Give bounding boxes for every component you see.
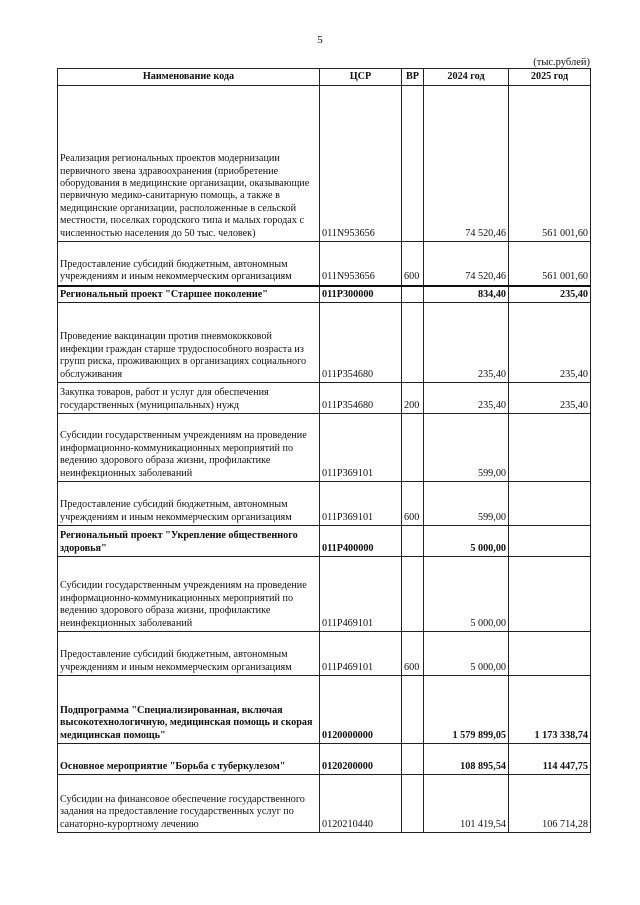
row-csr: 011P400000 [320, 526, 402, 557]
row-vr [402, 414, 424, 482]
row-2024: 101 419,54 [424, 775, 509, 833]
row-2024: 235,40 [424, 383, 509, 414]
row-2025: 235,40 [509, 286, 591, 303]
row-2025: 114 447,75 [509, 744, 591, 775]
row-name: Субсидии государственным учреждениям на проведение информационно-коммуникационных мероприятий по ведению здорового образа жизни, профилактике неинфекционных заболеваний [58, 557, 320, 632]
row-name: Региональный проект "Укрепление общественного здоровья" [58, 526, 320, 557]
row-2024: 235,40 [424, 303, 509, 383]
header-name: Наименование кода [58, 69, 320, 86]
row-2024: 108 895,54 [424, 744, 509, 775]
row-name: Субсидии на финансовое обеспечение государственного задания на предоставление государственных услуг по санаторно-курортному лечению [58, 775, 320, 833]
table-row-section [58, 744, 591, 775]
row-name: Предоставление субсидий бюджетным, автономным учреждениям и иным некоммерческим организациям [58, 242, 320, 286]
row-2024: 599,00 [424, 414, 509, 482]
row-csr: 011P469101 [320, 632, 402, 676]
row-2024: 1 579 899,05 [424, 676, 509, 744]
row-vr [402, 526, 424, 557]
row-name: Региональный проект "Старшее поколение" [58, 286, 320, 303]
table-row [58, 383, 591, 414]
row-csr: 0120000000 [320, 676, 402, 744]
row-name: Предоставление субсидий бюджетным, автономным учреждениям и иным некоммерческим организациям [58, 482, 320, 526]
table-row-section [58, 286, 591, 303]
table-row [58, 86, 591, 242]
row-2024: 5 000,00 [424, 526, 509, 557]
table-row [58, 557, 591, 632]
row-name: Проведение вакцинации против пневмококковой инфекции граждан старше трудоспособного возраста из групп риска, проживающих в организациях социального обслуживания [58, 303, 320, 383]
row-vr [402, 303, 424, 383]
row-name: Основное мероприятие "Борьба с туберкулезом" [58, 744, 320, 775]
header-csr: ЦСР [320, 69, 402, 86]
page-number: 5 [317, 34, 323, 46]
row-csr: 011N953656 [320, 242, 402, 286]
table-header-row [58, 69, 591, 86]
row-csr: 011P469101 [320, 557, 402, 632]
row-vr: 600 [402, 632, 424, 676]
row-2025: 235,40 [509, 383, 591, 414]
row-vr: 600 [402, 482, 424, 526]
row-2024: 5 000,00 [424, 557, 509, 632]
row-2025 [509, 557, 591, 632]
row-name: Подпрограмма "Специализированная, включая высокотехнологичную, медицинская помощь и скорая медицинская помощь" [58, 676, 320, 744]
row-2025: 235,40 [509, 303, 591, 383]
budget-table [57, 68, 591, 833]
header-2024: 2024 год [424, 69, 509, 86]
row-2024: 599,00 [424, 482, 509, 526]
row-2025: 561 001,60 [509, 86, 591, 242]
row-csr: 011P300000 [320, 286, 402, 303]
table-row [58, 632, 591, 676]
row-2025: 1 173 338,74 [509, 676, 591, 744]
row-csr: 011P369101 [320, 414, 402, 482]
table-row-section [58, 676, 591, 744]
row-name: Субсидии государственным учреждениям на проведение информационно-коммуникационных мероприятий по ведению здорового образа жизни, профилактике неинфекционных заболеваний [58, 414, 320, 482]
row-name: Закупка товаров, работ и услуг для обеспечения государственных (муниципальных) нужд [58, 383, 320, 414]
row-name: Реализация региональных проектов модернизации первичного звена здравоохранения (приобретение оборудования в медицинские организации, оказывающие первичную медико-санитарную помощь, а также в медицинские организации, расположенные в сельской местности, поселках городского типа и малых городах с численностью населения до 50 тыс. человек) [58, 86, 320, 242]
table-row-section [58, 526, 591, 557]
row-vr: 200 [402, 383, 424, 414]
row-csr: 011P369101 [320, 482, 402, 526]
row-csr: 011P354680 [320, 303, 402, 383]
table-row [58, 242, 591, 286]
table-row [58, 482, 591, 526]
table-row [58, 303, 591, 383]
row-2024: 74 520,46 [424, 86, 509, 242]
row-vr [402, 775, 424, 833]
row-2024: 74 520,46 [424, 242, 509, 286]
row-vr [402, 557, 424, 632]
row-vr [402, 86, 424, 242]
row-vr [402, 676, 424, 744]
header-2025: 2025 год [509, 69, 591, 86]
row-2025 [509, 482, 591, 526]
row-2025 [509, 526, 591, 557]
row-vr [402, 286, 424, 303]
row-name: Предоставление субсидий бюджетным, автономным учреждениям и иным некоммерческим организациям [58, 632, 320, 676]
row-2025: 106 714,28 [509, 775, 591, 833]
header-vr: ВР [402, 69, 424, 86]
row-csr: 0120200000 [320, 744, 402, 775]
row-csr: 011P354680 [320, 383, 402, 414]
row-csr: 0120210440 [320, 775, 402, 833]
units-note: (тыс.рублей) [533, 57, 590, 68]
row-csr: 011N953656 [320, 86, 402, 242]
row-vr [402, 744, 424, 775]
row-2025 [509, 414, 591, 482]
table-row [58, 414, 591, 482]
row-2024: 5 000,00 [424, 632, 509, 676]
table-row [58, 775, 591, 833]
row-2025 [509, 632, 591, 676]
row-2025: 561 001,60 [509, 242, 591, 286]
row-2024: 834,40 [424, 286, 509, 303]
row-vr: 600 [402, 242, 424, 286]
